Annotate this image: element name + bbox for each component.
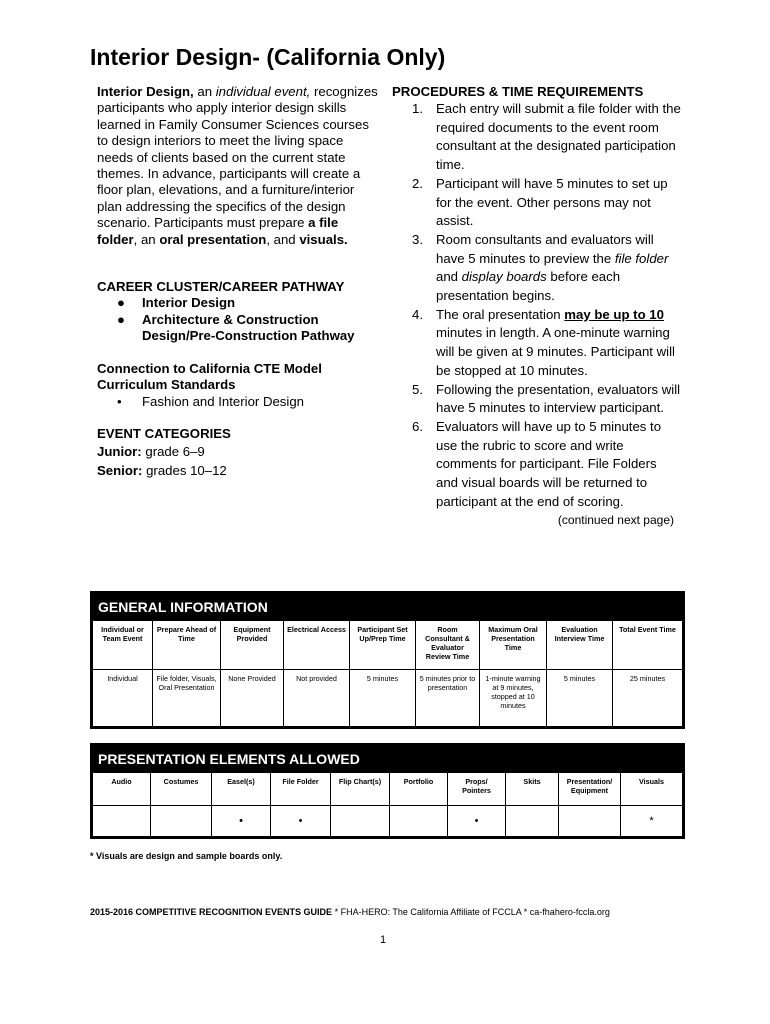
table-header-row	[93, 621, 683, 670]
table-row	[93, 806, 683, 837]
list-item-label: Fashion and Interior Design	[142, 393, 305, 409]
step-number: 3.	[412, 231, 423, 247]
column-header: Costumes	[151, 773, 212, 806]
table-cell: •	[212, 806, 271, 837]
list-item	[97, 394, 382, 410]
step-text: The oral presentation	[436, 306, 565, 322]
presentation-elements-title: PRESENTATION ELEMENTS ALLOWED	[92, 745, 683, 772]
procedures-list	[392, 100, 682, 511]
table-cell: Not provided	[284, 670, 350, 727]
column-header: Equipment Provided	[221, 621, 284, 670]
table-row	[93, 670, 683, 727]
column-header: Easel(s)	[212, 773, 271, 806]
step-text: minutes in length. A one-minute warning will be given at 9 minutes. Participant will be stopped at 10 minutes.	[436, 325, 675, 378]
general-information-table	[90, 591, 685, 729]
step-text: and	[436, 269, 462, 285]
bullet-icon: ●	[117, 295, 125, 311]
step-number: 2.	[412, 175, 423, 191]
list-item	[392, 381, 682, 418]
list-item-label: Architecture & Construction Design/Pre-Construction Pathway	[142, 311, 355, 344]
step-text: Participant will have 5 minutes to set up for the event. Other persons may not assist.	[436, 175, 668, 229]
continued-note: (continued next page)	[557, 513, 674, 528]
oral-presentation-term: oral presentation	[159, 231, 267, 247]
file-folder-term: a file folder	[97, 215, 339, 247]
column-header: Audio	[93, 773, 151, 806]
junior-label: Junior:	[97, 444, 142, 460]
column-header: Electrical Access	[284, 621, 350, 670]
page-title: Interior Design- (California Only)	[90, 44, 446, 70]
step-number: 5.	[412, 381, 423, 397]
visuals-footnote: * Visuals are design and sample boards only.	[90, 851, 283, 861]
career-cluster-list	[97, 295, 382, 344]
column-header: File Folder	[271, 773, 331, 806]
list-item	[97, 295, 382, 311]
bullet-icon: •	[117, 393, 122, 409]
column-header: Participant Set Up/Prep Time	[350, 621, 416, 670]
table-cell	[93, 806, 151, 837]
intro-text: , and	[266, 231, 300, 247]
column-header: Total Event Time	[613, 621, 683, 670]
page-footer	[90, 907, 610, 917]
bullet-icon: ●	[117, 311, 125, 327]
list-item	[392, 175, 682, 231]
junior-value: grade 6–9	[141, 444, 205, 460]
junior-category	[97, 444, 382, 460]
column-header: Props/ Pointers	[448, 773, 506, 806]
senior-value: grades 10–12	[142, 462, 227, 478]
left-column	[97, 84, 382, 479]
visuals-term: visuals.	[299, 231, 348, 247]
step-text-emphasis: may be up to 10	[564, 306, 664, 322]
column-header: Visuals	[621, 773, 683, 806]
list-item	[392, 100, 682, 175]
table-cell: •	[448, 806, 506, 837]
table-cell: *	[621, 806, 683, 837]
step-text: before each presentation begins.	[436, 269, 621, 304]
intro-text: an	[193, 84, 216, 99]
column-header: Evaluation Interview Time	[547, 621, 613, 670]
column-header: Portfolio	[390, 773, 448, 806]
senior-category	[97, 463, 382, 479]
table-header-row	[93, 773, 683, 806]
presentation-elements-table	[90, 743, 685, 839]
list-item	[97, 312, 382, 345]
step-text-italic: display boards	[461, 269, 547, 285]
right-column	[392, 84, 682, 530]
step-text: Room consultants and evaluators will have 5 minutes to preview the	[436, 231, 654, 266]
event-description	[97, 84, 382, 248]
event-type: individual event,	[215, 84, 311, 99]
column-header: Room Consultant & Evaluator Review Time	[416, 621, 480, 670]
column-header: Prepare Ahead of Time	[153, 621, 221, 670]
step-text: Following the presentation, evaluators will have 5 minutes to interview participant.	[436, 381, 681, 416]
event-categories-heading: EVENT CATEGORIES	[97, 425, 231, 441]
step-text: Each entry will submit a file folder with the required documents to the event room consultant at the designated participation time.	[436, 101, 681, 173]
table-cell: 1-minute warning at 9 minutes, stopped at 10 minutes	[480, 670, 547, 727]
table-cell: 5 minutes	[547, 670, 613, 727]
general-information-title: GENERAL INFORMATION	[92, 593, 683, 620]
table-cell: 25 minutes	[613, 670, 683, 727]
column-header: Skits	[506, 773, 559, 806]
cte-standards-list	[97, 394, 382, 410]
procedures-heading: PROCEDURES & TIME REQUIREMENTS	[392, 84, 644, 99]
footer-affiliate-text: * FHA-HERO: The California Affiliate of FCCLA * ca-fhahero-fccla.org	[332, 907, 610, 917]
list-item	[392, 306, 682, 381]
list-item	[392, 418, 682, 512]
table-cell	[151, 806, 212, 837]
footer-guide-title: 2015-2016 COMPETITIVE RECOGNITION EVENTS GUIDE	[90, 907, 333, 917]
step-text-italic: file folder	[614, 250, 669, 266]
table-cell: File folder, Visuals, Oral Presentation	[153, 670, 221, 727]
cte-standards-heading: Connection to California CTE Model Curriculum Standards	[97, 360, 322, 393]
table-cell	[331, 806, 390, 837]
list-item-label: Interior Design	[142, 295, 236, 311]
table-cell: None Provided	[221, 670, 284, 727]
senior-label: Senior:	[97, 462, 143, 478]
step-text: Evaluators will have up to 5 minutes to use the rubric to score and write comments for participant. File Folders and visual boards will be returned to participant at the end of scoring.	[436, 418, 662, 509]
event-name: Interior Design,	[97, 84, 194, 99]
table-cell: 5 minutes	[350, 670, 416, 727]
table-cell	[559, 806, 621, 837]
table-cell: Individual	[93, 670, 153, 727]
column-header: Individual or Team Event	[93, 621, 153, 670]
career-cluster-heading: CAREER CLUSTER/CAREER PATHWAY	[97, 279, 345, 295]
step-number: 1.	[412, 101, 423, 116]
column-header: Flip Chart(s)	[331, 773, 390, 806]
table-cell	[390, 806, 448, 837]
intro-text: recognizes participants who apply interior design skills learned in Family Consumer Sciences courses to design interiors to meet the living space needs of clients based on the current state themes. In advance, participants will create a floor plan, elevations, and a furniture/interior plan addressing the specifics of the design scenario. Participants must prepare	[97, 84, 378, 231]
table-cell: 5 minutes prior to presentation	[416, 670, 480, 727]
page-number: 1	[380, 934, 387, 946]
intro-text: , an	[133, 231, 160, 247]
column-header: Presentation/ Equipment	[559, 773, 621, 806]
table-cell	[506, 806, 559, 837]
step-number: 6.	[412, 418, 423, 434]
step-number: 4.	[412, 306, 423, 322]
column-header: Maximum Oral Presentation Time	[480, 621, 547, 670]
list-item	[392, 231, 682, 306]
table-cell: •	[271, 806, 331, 837]
